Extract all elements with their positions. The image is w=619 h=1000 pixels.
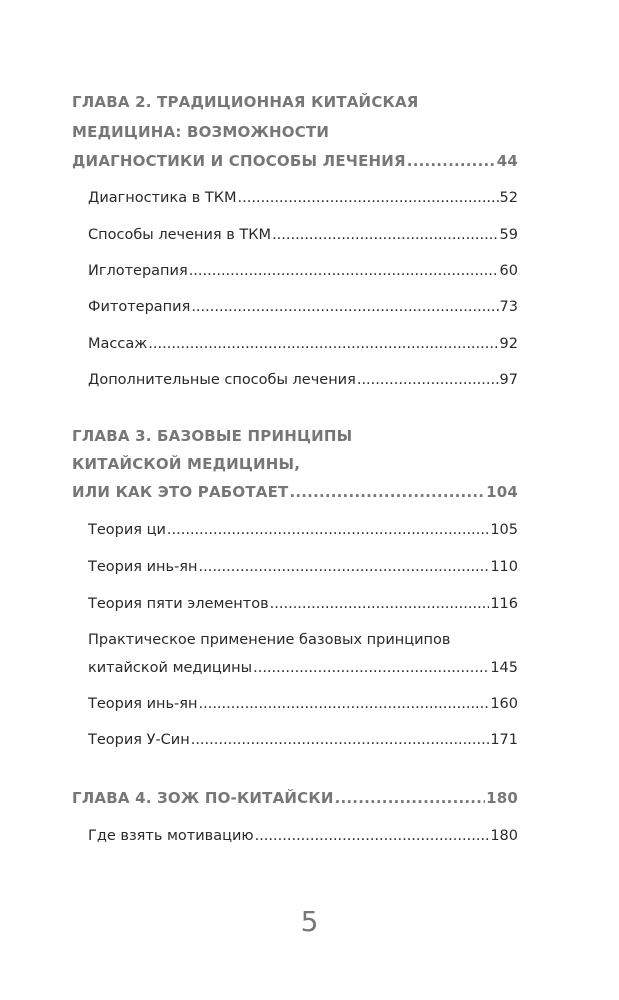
page-ref: 97 [499, 372, 518, 388]
dot-leader [238, 190, 499, 206]
page-ref: 104 [486, 483, 518, 501]
page-ref: 73 [499, 299, 518, 315]
toc-entry[interactable] [88, 263, 518, 279]
toc-entry[interactable] [88, 828, 518, 844]
dot-leader [148, 336, 498, 352]
page-ref: 116 [490, 596, 518, 612]
toc-entry[interactable] [88, 559, 518, 575]
toc-entry[interactable] [88, 696, 518, 712]
entry-title: Фитотерапия [88, 299, 191, 315]
chapter-title-line: ГЛАВА 2. ТРАДИЦИОННАЯ КИТАЙСКАЯ [72, 93, 419, 111]
toc-entry[interactable] [88, 336, 518, 352]
dot-leader [189, 263, 499, 279]
chapter-title-line: ИЛИ КАК ЭТО РАБОТАЕТ [72, 483, 289, 501]
chapter-title-line: ДИАГНОСТИКИ И СПОСОБЫ ЛЕЧЕНИЯ [72, 152, 406, 170]
page-ref: 145 [490, 660, 518, 676]
dot-leader [253, 660, 489, 676]
entry-title: Теория инь-ян [88, 559, 198, 575]
page-ref: 180 [490, 828, 518, 844]
toc-entry[interactable] [88, 522, 518, 538]
dot-leader [191, 299, 498, 315]
page-ref: 180 [486, 789, 518, 807]
entry-title: Теория У-Син [88, 732, 190, 748]
page-ref: 110 [490, 559, 518, 575]
dot-leader [255, 828, 490, 844]
page-ref: 59 [499, 227, 518, 243]
entry-title: Теория инь-ян [88, 696, 198, 712]
entry-title: Где взять мотивацию [88, 828, 254, 844]
dot-leader [289, 483, 485, 501]
entry-title: Способы лечения в ТКМ [88, 227, 272, 243]
page-ref: 160 [490, 696, 518, 712]
page-ref: 52 [499, 190, 518, 206]
toc-entry[interactable] [88, 227, 518, 243]
page-ref: 92 [499, 336, 518, 352]
entry-title: Дополнительные способы лечения [88, 372, 356, 388]
page-ref: 60 [499, 263, 518, 279]
page-ref: 171 [490, 732, 518, 748]
entry-title: Массаж [88, 336, 148, 352]
toc-entry[interactable] [88, 596, 518, 612]
dot-leader [335, 789, 485, 807]
entry-title: Иглотерапия [88, 263, 188, 279]
entry-title: китайской медицины [88, 660, 253, 676]
toc-entry[interactable] [88, 190, 518, 206]
dot-leader [270, 596, 490, 612]
dot-leader [357, 372, 499, 388]
toc-entry[interactable] [88, 299, 518, 315]
chapter-title-line: КИТАЙСКОЙ МЕДИЦИНЫ, [72, 455, 301, 473]
page-ref: 105 [490, 522, 518, 538]
chapter-title-line: ГЛАВА 4. ЗОЖ ПО-КИТАЙСКИ [72, 789, 334, 807]
entry-title: Практическое применение базовых принципов [88, 632, 451, 648]
dot-leader [272, 227, 498, 243]
toc-entry-first-line[interactable] [88, 632, 518, 648]
dot-leader [191, 732, 490, 748]
dot-leader [167, 522, 489, 538]
page-ref: 44 [496, 152, 518, 170]
dot-leader [199, 696, 490, 712]
chapter-title-line: ГЛАВА 3. БАЗОВЫЕ ПРИНЦИПЫ [72, 427, 353, 445]
toc-entry[interactable] [88, 372, 518, 388]
entry-title: Теория ци [88, 522, 166, 538]
entry-title: Теория пяти элементов [88, 596, 269, 612]
chapter-title-line: МЕДИЦИНА: ВОЗМОЖНОСТИ [72, 123, 330, 141]
dot-leader [407, 152, 496, 170]
toc-entry[interactable] [88, 660, 518, 676]
dot-leader [199, 559, 490, 575]
toc-entry[interactable] [88, 732, 518, 748]
entry-title: Диагностика в ТКМ [88, 190, 237, 206]
page-number: 5 [300, 905, 319, 938]
